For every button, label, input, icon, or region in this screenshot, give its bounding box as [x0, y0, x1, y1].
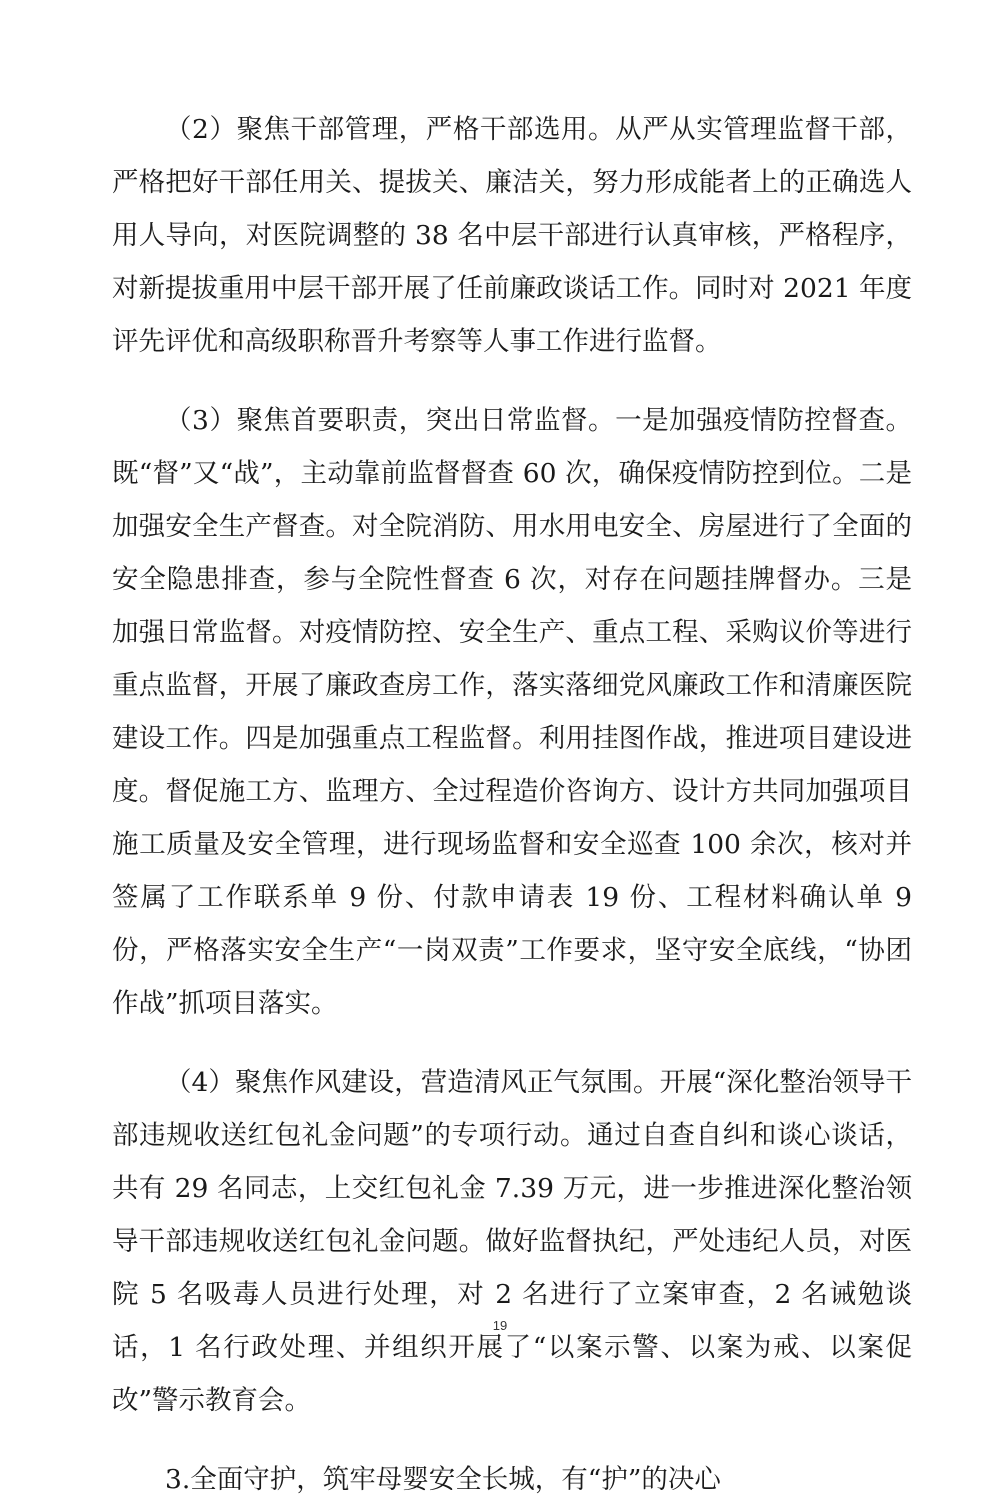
paragraph-cadre-management: （2）聚焦干部管理，严格干部选用。从严从实管理监督干部，严格把好干部任用关、提拔关、廉洁关，努力形成能者上的正确选人用人导向，对医院调整的 38 名中层干部进行认真审核，严格程序，对新提拔重用中层干部开展了任前廉政谈话工作。同时对 2021 年度评先评优和高级职称晋升考察等人事工作进行监督。 — [112, 114, 912, 357]
paragraph-daily-supervision: （3）聚焦首要职责，突出日常监督。一是加强疫情防控督查。既“督”又“战”，主动靠前监督督查 60 次，确保疫情防控到位。二是加强安全生产督查。对全院消防、用水用电安全、房屋进行了全面的安全隐患排查，参与全院性督查 6 次，对存在问题挂牌督办。三是加强日常监督。对疫情防控、安全生产、重点工程、采购议价等进行重点监督，开展了廉政查房工作，落实落细党风廉政工作和清廉医院建设工作。四是加强重点工程监督。利用挂图作战，推进项目建设进度。督促施工方、监理方、全过程造价咨询方、设计方共同加强项目施工质量及安全管理，进行现场监督和安全巡查 100 余次，核对并签属了工作联系单 9 份、付款申请表 19 份、工程材料确认单 9 份，严格落实安全生产“一岗双责”工作要求，坚守安全底线，“协团作战”抓项目落实。 — [112, 405, 912, 1019]
section-heading-maternal-safety: 3.全面守护，筑牢母婴安全长城，有“护”的决心 — [165, 1464, 721, 1495]
paragraph-work-style: （4）聚焦作风建设，营造清风正气氛围。开展“深化整治领导干部违规收送红包礼金问题”的专项行动。通过自查自纠和谈心谈话，共有 29 名同志，上交红包礼金 7.39 万元，进一步推进深化整治领导干部违规收送红包礼金问题。做好监督执纪，严处违纪人员，对医院 5 名吸毒人员进行处理，对 2 名进行了立案审查，2 名诫勉谈话，1 名行政处理、并组织开展了“以案示警、以案为戒、以案促改”警示教育会。 — [112, 1067, 912, 1416]
page-number: 19 — [492, 1318, 508, 1333]
body-text — [112, 103, 912, 1506]
